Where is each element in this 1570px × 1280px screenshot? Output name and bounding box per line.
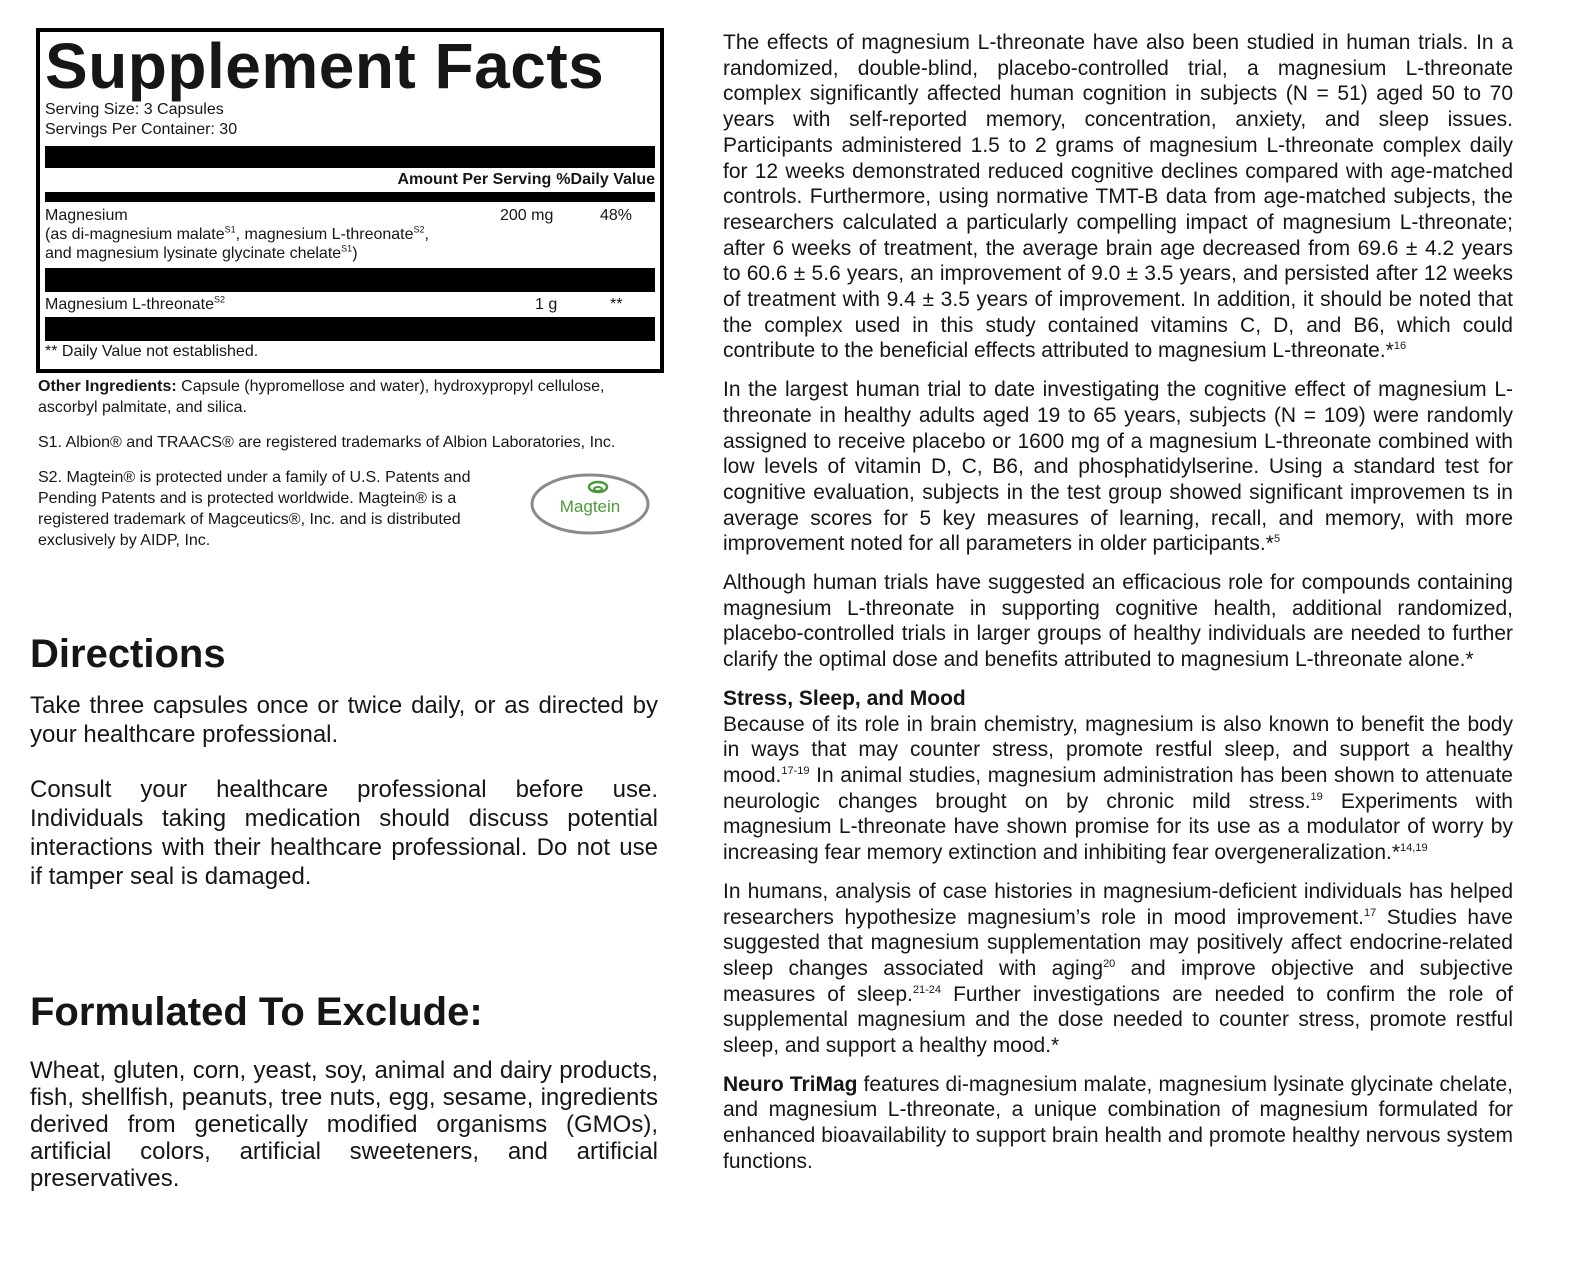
divider-thick — [45, 268, 655, 292]
directions-heading: Directions — [30, 632, 226, 676]
paragraph-3: Although human trials have suggested an efficacious role for compounds containing magnesium L-threonate in supporting cognitive health, additional randomized, placebo-controlled trials in larger groups of healthy individuals are needed to further clarify the optimal dose and benefits attributed to magnesium L-threonate alone.* — [723, 571, 1513, 672]
nutrient-row-magnesium — [45, 206, 655, 266]
paragraph-6: Neuro TriMag features di-magnesium malate, magnesium lysinate glycinate chelate, and magnesium L-threonate, a unique combination of magnesium formulated for enhanced bioavailability to support brain health and promote healthy nervous system functions. — [723, 1072, 1513, 1173]
trademark-s1: S1. Albion® and TRAACS® are registered trademarks of Albion Laboratories, Inc. — [38, 434, 616, 451]
nutrient-row-threonate — [45, 295, 655, 317]
paragraph-2: In the largest human trial to date investigating the cognitive effect of magnesium L-threonate in healthy adults aged 19 to 65 years, subjects (N = 109) were randomly assigned to receive placebo or 1600 mg of a magnesium L-threonate combined with low levels of vitamin D, C, B6, and phosphatidylserine. Using a standard test for cognitive evaluation, subjects in the test group showed significant improvemen ts in average scores for 5 key measures of learning, recall, and memory, with more improvement noted for all parameters in older participants.*$^5$ — [723, 378, 1513, 556]
directions-caution: Consult your healthcare professional before use. Individuals taking medication should discuss potential interactions with their healthcare professional. Do not use if tamper seal is damaged. — [30, 776, 658, 890]
supplement-facts-panel — [36, 28, 664, 373]
paragraph-1: The effects of magnesium L-threonate have also been studied in human trials. In a randomized, double-blind, placebo-controlled trial, a magnesium L-threonate complex significantly affected human cognition in subjects (N = 51) aged 50 to 70 years with self-reported memory, concentration, anxiety, and sleep issues. Participants administered 1.5 to 2 grams of magnesium L-threonate complex daily for 12 weeks demonstrated reduced cognitive declines compared with age-matched controls. Furthermore, using normative TMT-B data from age-matched subjects, the researchers calculated a particularly compelling impact of magnesium L-threonate; after 6 weeks of treatment, the average brain age decreased from 69.6 ± 4.2 years to 60.6 ± 5.6 years, an improvement of 9.0 ± 3.5 years, and persisted after 12 weeks of treatment with 9.4 ± 3.5 years of improvement. In addition, it should be noted that the complex used in this study contained vitamins C, D, and B6, which could contribute to the beneficial effects attributed to magnesium L-threonate.*$^{16}$ — [723, 31, 1513, 363]
nutrient-name: Magnesium L-threonate$^{S2}$ — [45, 294, 225, 313]
header-daily-value: %Daily Value — [556, 171, 655, 188]
other-ingredients-block — [38, 376, 668, 551]
facts-column-header — [45, 168, 655, 192]
nutrient-name: Magnesium — [45, 207, 128, 224]
nutrient-detail: (as di-magnesium malate$^{S1}$, magnesium L-threonate$^{S2}$, — [45, 224, 429, 243]
right-column — [723, 30, 1513, 1188]
nutrient-dv: ** — [610, 296, 623, 313]
facts-footnote: ** Daily Value not established. — [45, 343, 259, 360]
divider-thick — [45, 317, 655, 341]
nutrient-dv: 48% — [600, 207, 633, 224]
subheading-stress-sleep-mood: Stress, Sleep, and Mood — [723, 686, 966, 710]
exclude-section — [30, 990, 658, 1218]
header-amount: Amount Per Serving — [397, 171, 552, 188]
nutrient-amount: 200 mg — [500, 207, 554, 224]
divider-thick — [45, 146, 655, 168]
exclude-text: Wheat, gluten, corn, yeast, soy, animal and dairy products, fish, shellfish, peanuts, tree nuts, egg, sesame, ingredients derived from genetically modified organisms (GMOs), artificial colors, artificial sweeteners, and artificial preservatives. — [30, 1057, 658, 1192]
nutrient-amount: 1 g — [535, 296, 558, 313]
exclude-heading: Formulated To Exclude: — [30, 990, 483, 1034]
servings-per-container: Servings Per Container: 30 — [45, 121, 238, 138]
paragraph-4: Because of its role in brain chemistry, magnesium is also known to benefit the body in ways that may counter stress, promote restful sleep, and support a healthy mood.$^{17-19}$ In animal studies, magnesium administration has been shown to attenuate neurologic changes brought on by chronic mild stress.$^{19}$ Experiments with magnesium L-threonate have shown promise for its use as a modulator of worry by increasing fear memory extinction and inhibiting fear overgeneralization.*$^{14,19}$ — [723, 712, 1513, 865]
divider-medium — [45, 192, 655, 202]
svg-text:Magtein: Magtein — [559, 497, 621, 516]
other-ingredients: Other Ingredients: Capsule (hypromellose and water), hydroxypropyl cellulose, ascorbyl palmitate, and silica. — [38, 378, 605, 416]
directions-text: Take three capsules once or twice daily, or as directed by your healthcare professional. — [30, 692, 658, 748]
nutrient-detail-2: and magnesium lysinate glycinate chelate$^{S1}$) — [45, 243, 358, 262]
directions-section — [30, 632, 658, 917]
facts-title: Supplement Facts — [45, 30, 605, 102]
magtein-logo — [528, 467, 653, 537]
serving-size: Serving Size: 3 Capsules — [45, 101, 224, 118]
paragraph-5: In humans, analysis of case histories in magnesium-deficient individuals has helped researchers hypothesize magnesium’s role in mood improvement.$^{17}$ Studies have suggested that magnesium supplementation may positively affect endocrine-related sleep changes associated with aging$^{20}$ and improve objective and subjective measures of sleep.$^{21-24}$ Further investigations are needed to confirm the role of supplemental magnesium and the dose needed to counter stress, promote restful sleep, and support a healthy mood.* — [723, 879, 1514, 1058]
trademark-s2: S2. Magtein® is protected under a family of U.S. Patents and Pending Patents and is protected worldwide. Magtein® is a registered trademark of Magceutics®, Inc. and is distributed exclusively by AIDP, Inc. Magtein — [38, 467, 668, 551]
